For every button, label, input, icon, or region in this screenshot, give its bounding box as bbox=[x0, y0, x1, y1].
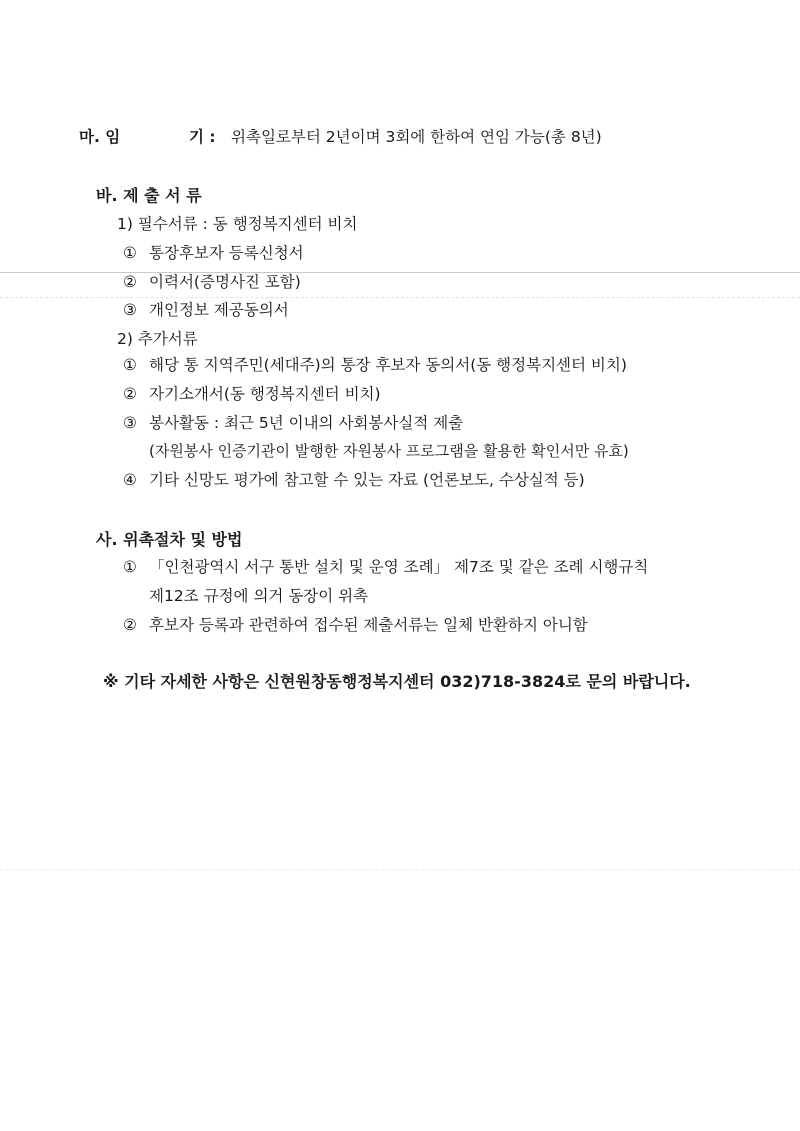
scan-artifact-line bbox=[0, 869, 800, 870]
item-text: 통장후보자 등록신청서 bbox=[149, 244, 304, 262]
section-ba-heading: 바. 제 출 서 류 bbox=[96, 186, 202, 205]
section-sa-heading: 사. 위촉절차 및 방법 bbox=[96, 530, 243, 549]
item-continuation: 제12조 규정에 의거 동장이 위촉 bbox=[149, 587, 369, 605]
item-number: ① bbox=[123, 558, 137, 576]
list-item bbox=[123, 243, 304, 263]
section-ba-sub1-title: 1) 필수서류 : 동 행정복지센터 비치 bbox=[117, 215, 358, 233]
contact-notice: ※ 기타 자세한 사항은 신현원창동행정복지센터 032)718-3824로 문의 바랍니다. bbox=[103, 672, 691, 691]
item-number: ③ bbox=[123, 414, 137, 432]
list-item bbox=[123, 557, 648, 577]
scan-artifact-line bbox=[0, 272, 800, 273]
scan-artifact-line bbox=[0, 297, 800, 298]
item-text: 기타 신망도 평가에 참고할 수 있는 자료 (언론보도, 수상실적 등) bbox=[149, 471, 585, 489]
section-ba-sub2-title: 2) 추가서류 bbox=[117, 330, 198, 348]
item-number: ② bbox=[123, 616, 137, 634]
list-item bbox=[123, 413, 463, 433]
item-text: 자기소개서(동 행정복지센터 비치) bbox=[149, 385, 381, 403]
list-item bbox=[123, 300, 289, 320]
section-ma-label-suffix: 기 : bbox=[189, 128, 216, 146]
item-note: (자원봉사 인증기관이 발행한 자원봉사 프로그램을 활용한 확인서만 유효) bbox=[149, 442, 629, 460]
section-ma-text: 위촉일로부터 2년이며 3회에 한하여 연임 가능(총 8년) bbox=[231, 128, 602, 146]
section-ma-label-prefix: 마. 임 bbox=[79, 128, 121, 146]
item-text: 「인천광역시 서구 통반 설치 및 운영 조례」 제7조 및 같은 조례 시행규칙 bbox=[149, 558, 649, 576]
list-item bbox=[123, 355, 627, 375]
item-number: ③ bbox=[123, 301, 137, 319]
item-text: 해당 통 지역주민(세대주)의 통장 후보자 동의서(동 행정복지센터 비치) bbox=[149, 356, 627, 374]
item-number: ④ bbox=[123, 471, 137, 489]
item-number: ② bbox=[123, 273, 137, 291]
list-item bbox=[123, 470, 585, 490]
item-number: ① bbox=[123, 244, 137, 262]
item-text: 봉사활동 : 최근 5년 이내의 사회봉사실적 제출 bbox=[149, 414, 464, 432]
list-item bbox=[123, 384, 381, 404]
item-text: 이력서(증명사진 포함) bbox=[149, 273, 301, 291]
item-number: ② bbox=[123, 385, 137, 403]
list-item bbox=[123, 615, 588, 635]
item-text: 개인정보 제공동의서 bbox=[149, 301, 289, 319]
item-number: ① bbox=[123, 356, 137, 374]
list-item bbox=[123, 272, 301, 292]
item-text: 후보자 등록과 관련하여 접수된 제출서류는 일체 반환하지 아니함 bbox=[149, 616, 588, 634]
